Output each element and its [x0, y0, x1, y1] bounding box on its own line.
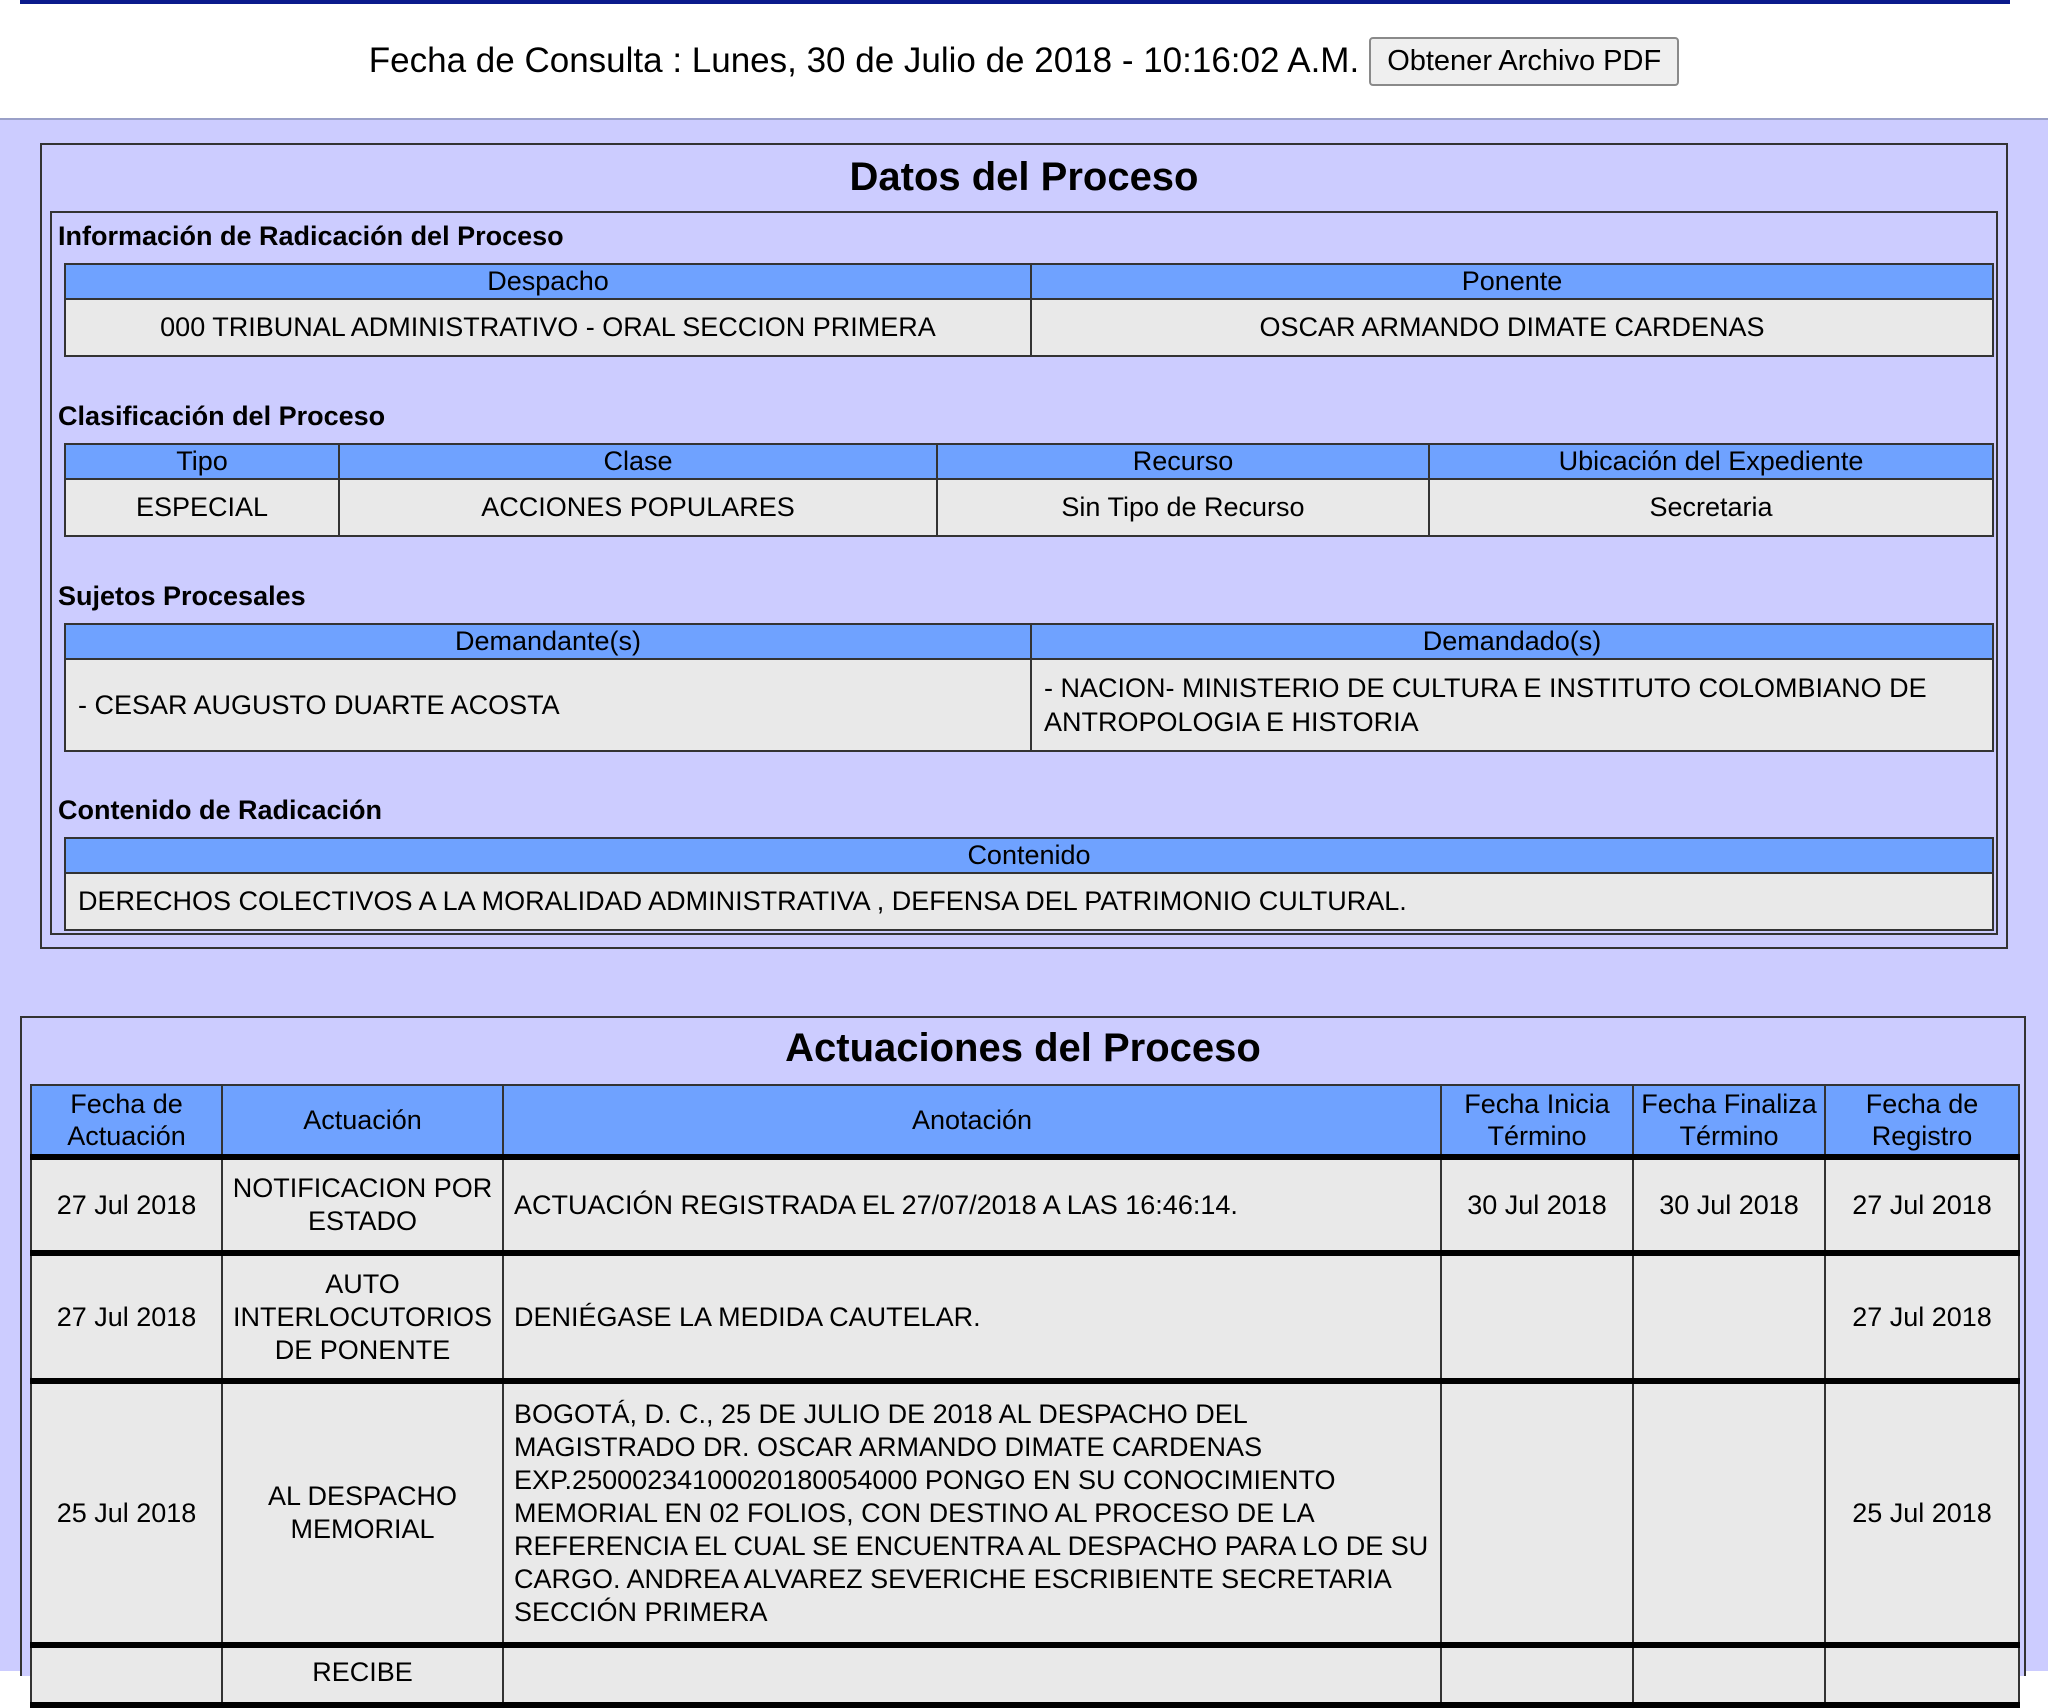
page-header — [0, 4, 2048, 118]
sujetos-section-title: Sujetos Procesales — [58, 581, 306, 611]
demandante-header: Demandante(s) — [65, 624, 1031, 659]
contenido-header: Contenido — [65, 838, 1993, 873]
anotacion-cell: ACTUACIÓN REGISTRADA EL 27/07/2018 A LAS 16:46:14. — [503, 1157, 1441, 1253]
demandado-header: Demandado(s) — [1031, 624, 1993, 659]
fecha-actuacion-header: Fecha de Actuación — [31, 1085, 222, 1157]
datos-proceso-inner — [50, 211, 1998, 935]
table-row — [31, 1381, 2019, 1645]
registro-cell: 25 Jul 2018 — [1825, 1381, 2019, 1645]
registro-cell — [1825, 1645, 2019, 1705]
actuaciones-table — [30, 1084, 2020, 1708]
inicia-cell: 30 Jul 2018 — [1441, 1157, 1633, 1253]
inicia-cell — [1441, 1381, 1633, 1645]
radicacion-table — [64, 263, 1994, 357]
fecha-registro-header: Fecha de Registro — [1825, 1085, 2019, 1157]
finaliza-cell — [1633, 1253, 1825, 1381]
anotacion-header: Anotación — [503, 1085, 1441, 1157]
contenido-section-title: Contenido de Radicación — [58, 795, 383, 825]
obtener-pdf-button[interactable]: Obtener Archivo PDF — [1369, 37, 1679, 86]
actuaciones-title: Actuaciones del Proceso — [785, 1026, 1261, 1070]
recurso-header: Recurso — [937, 444, 1429, 479]
ubicacion-header: Ubicación del Expediente — [1429, 444, 1993, 479]
registro-cell: 27 Jul 2018 — [1825, 1253, 2019, 1381]
anotacion-cell: DENIÉGASE LA MEDIDA CAUTELAR. — [503, 1253, 1441, 1381]
despacho-value: 000 TRIBUNAL ADMINISTRATIVO - ORAL SECCION PRIMERA — [65, 299, 1031, 356]
finaliza-cell — [1633, 1645, 1825, 1705]
clasificacion-table — [64, 443, 1994, 537]
contenido-table — [64, 837, 1994, 931]
finaliza-cell: 30 Jul 2018 — [1633, 1157, 1825, 1253]
datos-proceso-panel — [40, 143, 2008, 949]
recurso-value: Sin Tipo de Recurso — [937, 479, 1429, 536]
demandante-value: - CESAR AUGUSTO DUARTE ACOSTA — [65, 659, 1031, 751]
datos-proceso-title: Datos del Proceso — [849, 155, 1199, 199]
inicia-cell — [1441, 1253, 1633, 1381]
fecha-cell — [31, 1645, 222, 1705]
actuacion-cell: RECIBE — [222, 1645, 503, 1705]
despacho-header: Despacho — [65, 264, 1031, 299]
fecha-cell: 27 Jul 2018 — [31, 1157, 222, 1253]
anotacion-cell — [503, 1645, 1441, 1705]
finaliza-cell — [1633, 1381, 1825, 1645]
fecha-cell: 27 Jul 2018 — [31, 1253, 222, 1381]
ubicacion-value: Secretaria — [1429, 479, 1993, 536]
contenido-value: DERECHOS COLECTIVOS A LA MORALIDAD ADMINISTRATIVA , DEFENSA DEL PATRIMONIO CULTURAL. — [65, 873, 1993, 930]
fecha-cell: 25 Jul 2018 — [31, 1381, 222, 1645]
actuacion-cell: NOTIFICACION POR ESTADO — [222, 1157, 503, 1253]
inicia-cell — [1441, 1645, 1633, 1705]
fecha-inicia-header: Fecha Inicia Término — [1441, 1085, 1633, 1157]
registro-cell: 27 Jul 2018 — [1825, 1157, 2019, 1253]
tipo-header: Tipo — [65, 444, 339, 479]
actuacion-header: Actuación — [222, 1085, 503, 1157]
actuaciones-header-row — [31, 1085, 2019, 1157]
sujetos-table — [64, 623, 1994, 752]
demandado-value: - NACION- MINISTERIO DE CULTURA E INSTITUTO COLOMBIANO DE ANTROPOLOGIA E HISTORIA — [1031, 659, 1993, 751]
fecha-consulta-text: Fecha de Consulta : Lunes, 30 de Julio de 2018 - 10:16:02 A.M. — [368, 41, 1360, 80]
radicacion-section-title: Información de Radicación del Proceso — [58, 221, 564, 251]
table-row — [31, 1157, 2019, 1253]
actuacion-cell: AUTO INTERLOCUTORIOS DE PONENTE — [222, 1253, 503, 1381]
fecha-finaliza-header: Fecha Finaliza Término — [1633, 1085, 1825, 1157]
tipo-value: ESPECIAL — [65, 479, 339, 536]
actuaciones-panel — [20, 1016, 2026, 1687]
clase-header: Clase — [339, 444, 937, 479]
ponente-value: OSCAR ARMANDO DIMATE CARDENAS — [1031, 299, 1993, 356]
actuacion-cell: AL DESPACHO MEMORIAL — [222, 1381, 503, 1645]
ponente-header: Ponente — [1031, 264, 1993, 299]
clase-value: ACCIONES POPULARES — [339, 479, 937, 536]
anotacion-cell: BOGOTÁ, D. C., 25 DE JULIO DE 2018 AL DESPACHO DEL MAGISTRADO DR. OSCAR ARMANDO DIMATE CARDENAS EXP.25000234100020180054000 PONGO EN SU CONOCIMIENTO MEMORIAL EN 02 FOLIOS, CON DESTINO AL PROCESO DE LA REFERENCIA EL CUAL SE ENCUENTRA AL DESPACHO PARA LO DE SU CARGO. ANDREA ALVAREZ SEVERICHE ESCRIBIENTE SECRETARIA SECCIÓN PRIMERA — [503, 1381, 1441, 1645]
table-row — [31, 1645, 2019, 1705]
table-row — [31, 1253, 2019, 1381]
clasificacion-section-title: Clasificación del Proceso — [58, 401, 386, 431]
